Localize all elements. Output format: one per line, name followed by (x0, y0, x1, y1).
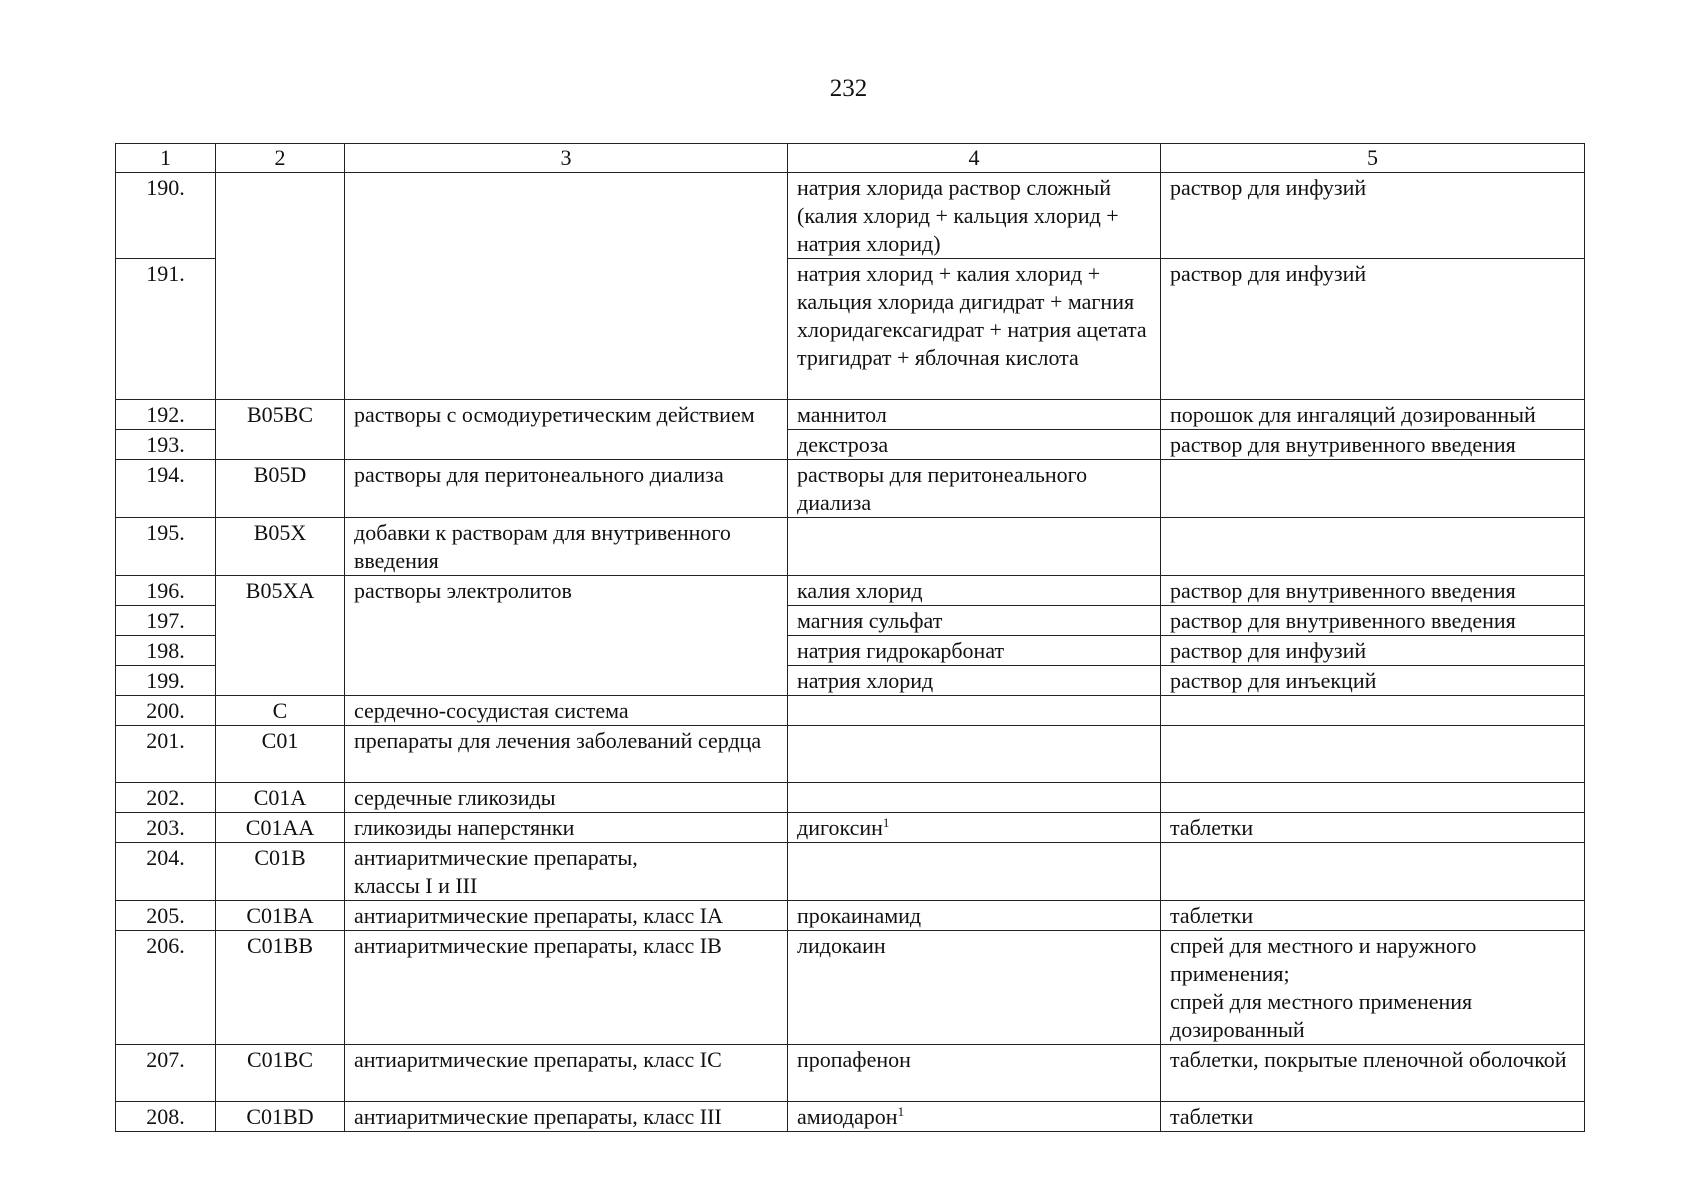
page-number: 232 (829, 75, 868, 102)
drug-name-cell (788, 696, 1161, 726)
drug-name-cell (788, 726, 1161, 783)
dosage-form-cell: раствор для инъекций (1161, 666, 1585, 696)
table-row (116, 576, 1585, 606)
dosage-form-cell: порошок для ингаляций дозированный (1161, 400, 1585, 430)
dosage-form-cell (1161, 783, 1585, 813)
atc-group-cell: сердечные гликозиды (345, 783, 788, 813)
atc-code-cell: B05D (216, 460, 345, 518)
drug-name-cell: прокаинамид (788, 901, 1161, 931)
dosage-form-cell: раствор для внутривенного введения (1161, 606, 1585, 636)
medication-table (115, 143, 1585, 1132)
atc-code-cell: B05XA (216, 576, 345, 696)
table-row (116, 813, 1585, 843)
table-row (116, 901, 1585, 931)
drug-name-cell (788, 1102, 1161, 1132)
atc-code-cell: C01B (216, 843, 345, 901)
drug-name-cell (788, 783, 1161, 813)
atc-group-cell: антиаритмические препараты, класс IB (345, 931, 788, 1045)
atc-group-cell: гликозиды наперстянки (345, 813, 788, 843)
drug-name-cell: натрия хлорид (788, 666, 1161, 696)
table-row (116, 783, 1585, 813)
dosage-form-cell (1161, 460, 1585, 518)
row-number: 204. (116, 843, 216, 901)
drug-name-text: амиодарон (797, 1104, 898, 1129)
row-number: 191. (116, 259, 216, 400)
dosage-form-cell: раствор для инфузий (1161, 173, 1585, 259)
dosage-form-cell: таблетки, покрытые пленочной оболочкой (1161, 1045, 1585, 1102)
atc-code-cell: C01BD (216, 1102, 345, 1132)
row-number: 203. (116, 813, 216, 843)
atc-group-cell: антиаритмические препараты, классы I и III (345, 843, 788, 901)
drug-name-cell (788, 843, 1161, 901)
row-number: 202. (116, 783, 216, 813)
dosage-form-cell: раствор для инфузий (1161, 259, 1585, 400)
row-number: 194. (116, 460, 216, 518)
row-number: 193. (116, 430, 216, 460)
table-row (116, 696, 1585, 726)
dosage-form-cell (1161, 518, 1585, 576)
drug-name-cell: магния сульфат (788, 606, 1161, 636)
dosage-form-cell: спрей для местного и наружного применения; спрей для местного применения дозированный (1161, 931, 1585, 1045)
dosage-form-cell (1161, 696, 1585, 726)
row-number: 208. (116, 1102, 216, 1132)
row-number: 199. (116, 666, 216, 696)
row-number: 206. (116, 931, 216, 1045)
drug-name-cell: натрия хлорида раствор сложный (калия хлорид + кальция хлорид + натрия хлорид) (788, 173, 1161, 259)
column-header: 1 (116, 144, 216, 173)
drug-name-text: дигоксин (797, 815, 883, 840)
table-row (116, 173, 1585, 259)
atc-code-cell: C01BC (216, 1045, 345, 1102)
drug-name-cell: пропафенон (788, 1045, 1161, 1102)
atc-group-cell: сердечно-сосудистая система (345, 696, 788, 726)
atc-group-cell: препараты для лечения заболеваний сердца (345, 726, 788, 783)
dosage-form-cell: таблетки (1161, 1102, 1585, 1132)
row-number: 200. (116, 696, 216, 726)
row-number: 192. (116, 400, 216, 430)
table-row (116, 931, 1585, 1045)
atc-code-cell (216, 173, 345, 400)
dosage-form-cell (1161, 726, 1585, 783)
dosage-form-cell (1161, 843, 1585, 901)
dosage-form-cell: раствор для внутривенного введения (1161, 576, 1585, 606)
atc-group-cell: растворы электролитов (345, 576, 788, 696)
drug-name-cell (788, 813, 1161, 843)
atc-code-cell: C01BA (216, 901, 345, 931)
drug-name-cell: натрия хлорид + калия хлорид + кальция хлорида дигидрат + магния хлоридагексагидрат + натрия ацетата тригидрат + яблочная кислота (788, 259, 1161, 400)
footnote-marker: 1 (882, 815, 890, 830)
atc-group-cell: антиаритмические препараты, класс IC (345, 1045, 788, 1102)
table-row (116, 518, 1585, 576)
atc-code-cell: C (216, 696, 345, 726)
column-header: 4 (788, 144, 1161, 173)
drug-name-cell: растворы для перитонеального диализа (788, 460, 1161, 518)
dosage-form-cell: раствор для внутривенного введения (1161, 430, 1585, 460)
atc-code-cell: C01BB (216, 931, 345, 1045)
footnote-marker: 1 (897, 1104, 905, 1119)
atc-group-cell: добавки к растворам для внутривенного введения (345, 518, 788, 576)
row-number: 207. (116, 1045, 216, 1102)
dosage-form-cell: раствор для инфузий (1161, 636, 1585, 666)
atc-code-cell: C01 (216, 726, 345, 783)
atc-code-cell: B05BC (216, 400, 345, 460)
drug-name-cell: калия хлорид (788, 576, 1161, 606)
drug-name-cell: маннитол (788, 400, 1161, 430)
drug-name-cell: лидокаин (788, 931, 1161, 1045)
table-row (116, 1102, 1585, 1132)
atc-code-cell: C01AA (216, 813, 345, 843)
row-number: 197. (116, 606, 216, 636)
atc-group-cell: антиаритмические препараты, класс IA (345, 901, 788, 931)
table-row (116, 726, 1585, 783)
atc-code-cell: C01A (216, 783, 345, 813)
table-header-row (116, 144, 1585, 173)
row-number: 190. (116, 173, 216, 259)
dosage-form-cell: таблетки (1161, 901, 1585, 931)
drug-name-cell (788, 518, 1161, 576)
dosage-form-cell: таблетки (1161, 813, 1585, 843)
atc-code-cell: B05X (216, 518, 345, 576)
table-row (116, 400, 1585, 430)
drug-name-cell: натрия гидрокарбонат (788, 636, 1161, 666)
row-number: 198. (116, 636, 216, 666)
row-number: 195. (116, 518, 216, 576)
row-number: 205. (116, 901, 216, 931)
atc-group-cell: растворы с осмодиуретическим действием (345, 400, 788, 460)
column-header: 5 (1161, 144, 1585, 173)
row-number: 196. (116, 576, 216, 606)
atc-group-cell: растворы для перитонеального диализа (345, 460, 788, 518)
table-row (116, 843, 1585, 901)
table-row (116, 1045, 1585, 1102)
row-number: 201. (116, 726, 216, 783)
atc-group-cell (345, 173, 788, 400)
table-row (116, 460, 1585, 518)
drug-name-cell: декстроза (788, 430, 1161, 460)
column-header: 3 (345, 144, 788, 173)
column-header: 2 (216, 144, 345, 173)
atc-group-cell: антиаритмические препараты, класс III (345, 1102, 788, 1132)
